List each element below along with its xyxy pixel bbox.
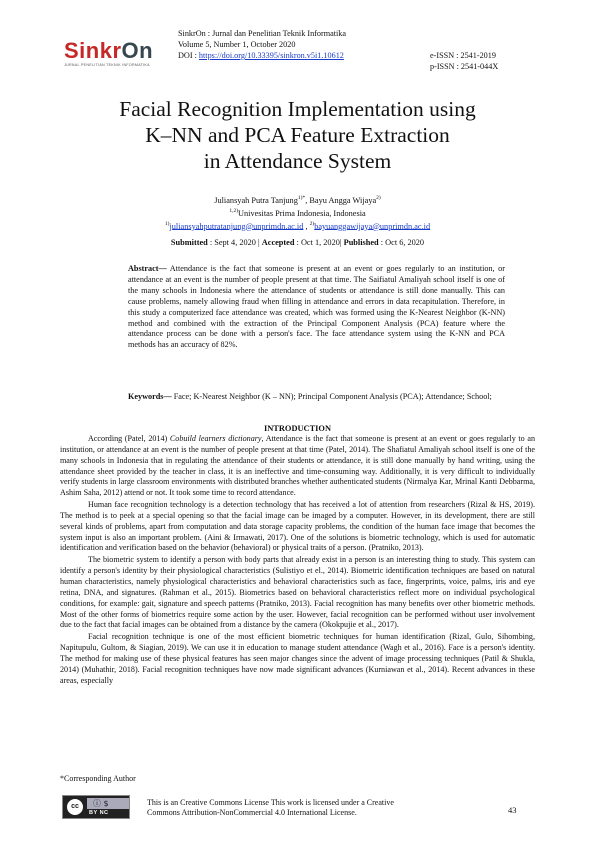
title-line-3: in Attendance System: [203, 149, 392, 173]
doi-link[interactable]: https://doi.org/10.33395/sinkron.v5i1.10612: [198, 51, 344, 60]
keywords-text: Face; K-Nearest Neighbor (K – NN); Principal Component Analysis (PCA); Attendance; School;: [171, 392, 492, 401]
logo-sink: Sinkr: [64, 38, 122, 63]
p1-italic: Cobuild learners dictionary: [169, 434, 262, 443]
keywords-label: Keywords—: [128, 392, 172, 401]
section-heading: INTRODUCTION: [263, 424, 331, 433]
paragraph-2: Human face recognition technology is a detection technology that has received a lot of attention from researchers (Rizal & HS, 2019). The method is to peek at a special opening so that the facial image can be imaged by a computer. However, in its development, there are still several kinds of problems, apart from computation and data storage capacity problems, the condition of the human face image that becomes the system input is also an important problem. (Aini & Irmawati, 2017). One of the solutions is biometric technology, which is used for automatic identification and verification based on the behavior (behavioral) or physical traits of a person. (Pratniko, 2013).: [60, 500, 535, 553]
sinkron-logo: [64, 40, 176, 74]
by-nc-icon: ⓘ $: [93, 799, 109, 808]
keywords: [128, 392, 505, 403]
accepted-date: : Oct 1, 2020|: [294, 238, 344, 247]
submission-dates: [60, 238, 535, 247]
email-1-link[interactable]: juliansyahputratanjung@unprimdn.ac.id: [169, 221, 304, 231]
pissn: p-ISSN : 2541-044X: [430, 62, 499, 71]
cc-by-nc-label: BY NC: [89, 810, 109, 816]
logo-tagline: JURNAL PENELITIAN TEKNIK INFORMATIKA: [64, 63, 150, 67]
license-text: [147, 798, 447, 818]
published-date: : Oct 6, 2020: [378, 238, 425, 247]
email-1-sup: 1): [164, 220, 170, 227]
title-line-2: K–NN and PCA Feature Extraction: [145, 123, 450, 147]
license-line-2: Commons Attribution-NonCommercial 4.0 International License.: [147, 808, 357, 817]
eissn: e-ISSN : 2541-2019: [430, 51, 496, 60]
submitted-date: : Sept 4, 2020 |: [207, 238, 262, 247]
email-2-link[interactable]: bayuanggawijaya@unprimdn.ac.id: [314, 221, 431, 231]
affiliation-sup: 1,2): [229, 207, 239, 214]
doi-line: [178, 50, 346, 61]
journal-info: [178, 28, 346, 61]
email-2-sup: 2): [309, 220, 315, 227]
issn-info: [430, 50, 498, 72]
license-line-1: This is an Creative Commons License This work is licensed under a Creative: [147, 798, 394, 807]
author-2: , Bayu Angga Wijaya: [305, 195, 377, 205]
logo-wordmark: [64, 40, 176, 62]
paragraph-4: Facial recognition technique is one of the most efficient biometric techniques for human identification (Rizal, Gulo, Sihombing, Napitupulu, Gultom, & Siagian, 2019). We can use it in education to manage student attendance (Wagh et al., 2016). Face is a person's identity. The method for making use of these physical features has seen major changes since the advent of image processing techniques (Patil & Shukla, 2014) (Muhathir, 2018). Facial recognition techniques have now made significant advances (Kurniawan et al., 2014). Recent advances in these areas, especially: [60, 632, 535, 685]
abstract-label: Abstract—: [128, 264, 167, 273]
title-line-1: Facial Recognition Implementation using: [119, 97, 476, 121]
p1-text-b: , Attendance is the fact that someone is present at an event or goes regularly to an institution, or attendance at an event is the number of people present at that time (Patel, 2014). The Shafiatul Amaliyah school itself is one of the many schools in Indonesia that in regulating the attendance of their students or attendance, it is still done manually by hand writing, using the attendance sheet provided by the teacher in class, it is an ineffective and time-consuming way. Additionally, it is very difficult to individually verify students in large classroom environments with distributed branches whether authenticated students (Nirmalya Kar, Mrinal Kanti Debbarma, Ashim Saha, 2012) attend or not. It took some time to record attendance.: [60, 434, 535, 498]
affiliation: [60, 206, 535, 219]
body-text: [60, 434, 535, 687]
author-1: Juliansyah Putra Tanjung: [214, 195, 298, 205]
accepted-label: Accepted: [261, 238, 295, 247]
doi-label: DOI :: [178, 51, 199, 60]
journal-header: [0, 26, 595, 76]
email-separator: ,: [303, 221, 310, 231]
logo-ron: On: [121, 38, 154, 63]
journal-name: SinkrOn : Jurnal dan Penelitian Teknik Informatika: [178, 29, 346, 38]
paragraph-3: The biometric system to identify a person with body parts that already exist in a person is an interesting thing to study. This system can identify a person's identity by their physiological characteristics (Sulistiyo et el., 2014). Biometric identification techniques are based on natural human characteristics, namely physiological characteristics and behavioral characteristics such as face, fingerprints, voice, palms, iris and eye retina, DNA, and signatures. (Rahman et al., 2015). Biometrics based on behavioral characteristics reflect more on individual psychological conditions, for example: gait, signature and speech patterns (Pratniko, 2013). Facial recognition has many benefits over other biometric methods. Most of the other forms of biometrics require some action by the user. However, facial recognition can be performed without user involvement due to the fact that facial images can be obtained from a distance by the camera (Okokpujie et al., 2017).: [60, 555, 535, 630]
paragraph-1: [60, 434, 535, 499]
author-2-sup: 2): [376, 195, 381, 201]
p1-text-a: According (Patel, 2014): [88, 434, 170, 443]
abstract: [128, 264, 505, 351]
page-number: 43: [508, 805, 517, 815]
cc-icon: cc: [66, 798, 84, 816]
volume-info: Volume 5, Number 1, October 2020: [178, 40, 296, 49]
abstract-text: Attendance is the fact that someone is present at an event or goes regularly to an institution, or attendance at an event is the number of people present at that time. The Saifiatul Amaliyah school itself is one of the many schools in Indonesia where the attendance of students or attendance is still done manually. This can cause problems, namely allowing fraud when filling in attendance and errors in data recapitulation. Therefore, in this study a computerized face attendance was created, which was formed using the K-Nearest Neighbor (K-NN) method and combined with the extraction of the Principal Component Analysis (PCA) feature where the attendance process can be done with a person's face. The face attendance system using the K-NN and PCA methods has an accuracy of 82%.: [128, 264, 505, 350]
author-names: [60, 193, 535, 206]
corresponding-author-note: *Corresponding Author: [60, 774, 136, 783]
paper-title: [60, 96, 535, 174]
affiliation-text: Univesitas Prima Indonesia, Indonesia: [238, 208, 366, 218]
published-label: Published: [343, 238, 379, 247]
author-1-sup: 1)*: [297, 195, 306, 201]
submitted-label: Submitted: [170, 238, 208, 247]
author-block: [60, 193, 535, 231]
author-emails: [60, 219, 535, 232]
creative-commons-badge[interactable]: [62, 795, 130, 819]
